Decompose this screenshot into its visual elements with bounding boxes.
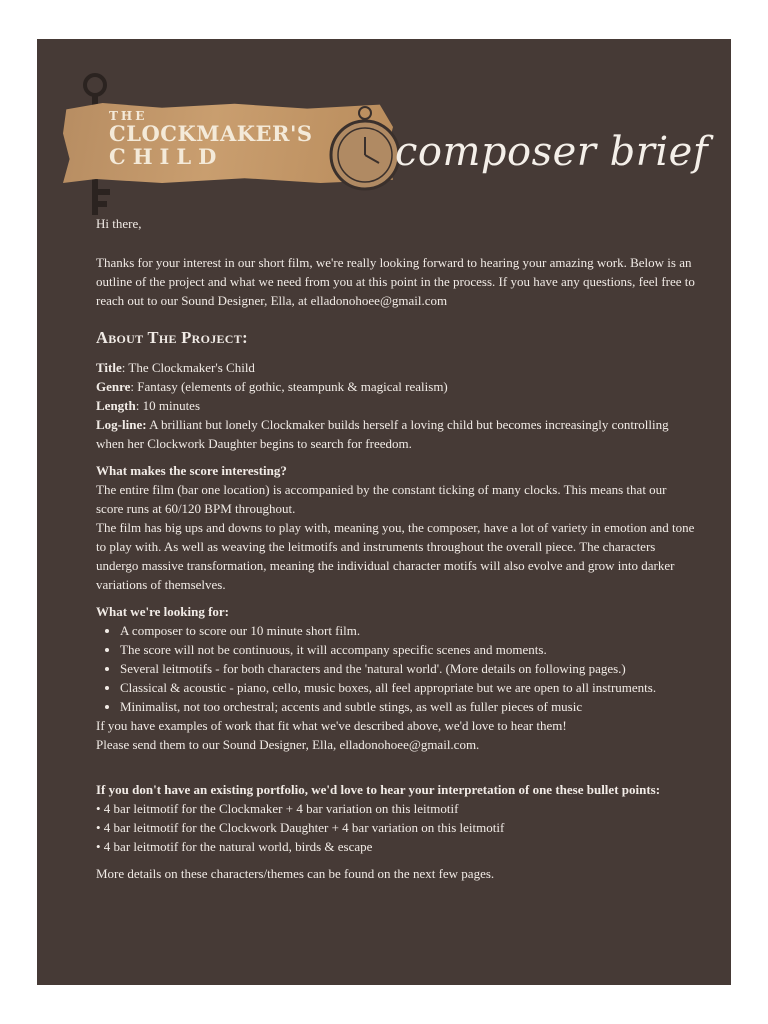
looking-for-list (96, 621, 696, 716)
list-item: • The score will not be continuous, it will accompany specific scenes and moments. (120, 640, 696, 659)
title-label: Title (96, 360, 122, 375)
title-child: CHILD (109, 144, 224, 169)
length-value: : 10 minutes (135, 398, 201, 413)
score-interesting-p1: The entire film (bar one location) is accompanied by the constant ticking of many clocks. This means that our score runs at 60/120 BPM throughout. (96, 482, 667, 516)
title-main: CLOCKMAKER'S (109, 121, 313, 146)
portfolio-item: • 4 bar leitmotif for the Clockmaker + 4 bar variation on this leitmotif (96, 801, 459, 816)
portfolio-item: • 4 bar leitmotif for the Clockwork Daughter + 4 bar variation on this leitmotif (96, 820, 505, 835)
examples-line-2: Please send them to our Sound Designer, Ella, elladonohoee@gmail.com. (96, 737, 480, 752)
brief-page (37, 39, 731, 985)
portfolio-item: • 4 bar leitmotif for the natural world, birds & escape (96, 839, 373, 854)
list-item: • Several leitmotifs - for both characters and the 'natural world'. (More details on following pages.) (120, 659, 696, 678)
genre-label: Genre (96, 379, 131, 394)
list-item: • A composer to score our 10 minute short film. (120, 621, 696, 640)
portfolio-heading: If you don't have an existing portfolio, we'd love to hear your interpretation of one these bullet points: (96, 782, 661, 797)
score-interesting-p2: The film has big ups and downs to play with, meaning you, the composer, have a lot of variety in emotion and tone to play with. As well as weaving the leitmotifs and instruments throughout the overall piece. The characters undergo massive transformation, meaning the individual character motifs will also evolve and grow into darker variations of themselves. (96, 520, 695, 592)
intro-paragraph: Thanks for your interest in our short film, we're really looking forward to hearing your amazing work. Below is an outline of the project and what we need from you at this point in the process. If you have any questions, feel free to reach out to our Sound Designer, Ella, at elladonohoee@gmail.com (96, 255, 695, 308)
greeting: Hi there, (96, 216, 142, 231)
header-banner (63, 71, 723, 221)
project-facts (96, 358, 696, 453)
score-interesting-section (96, 461, 696, 594)
pocket-watch-icon (325, 103, 405, 193)
title-the: THE (109, 109, 148, 123)
looking-for-heading: What we're looking for: (96, 604, 229, 619)
list-item: • Minimalist, not too orchestral; accents and subtle stings, as well as fuller pieces of music (120, 697, 696, 716)
length-label: Length (96, 398, 136, 413)
list-item: • Classical & acoustic - piano, cello, music boxes, all feel appropriate but we are open to all instruments. (120, 678, 696, 697)
score-interesting-heading: What makes the score interesting? (96, 463, 287, 478)
portfolio-section (96, 780, 696, 856)
logline-value: A brilliant but lonely Clockmaker builds herself a loving child but becomes increasingly controlling when her Clockwork Daughter begins to search for freedom. (96, 417, 669, 451)
genre-value: : Fantasy (elements of gothic, steampunk & magical realism) (130, 379, 448, 394)
brief-content (96, 214, 696, 883)
examples-line-1: If you have examples of work that fit what we've described above, we'd love to hear them! (96, 718, 567, 733)
logline-label: Log-line: (96, 417, 147, 432)
looking-for-section (96, 602, 696, 754)
composer-brief-heading: composer brief (395, 129, 709, 175)
about-heading: About The Project: (96, 328, 248, 347)
footer-note: More details on these characters/themes can be found on the next few pages. (96, 866, 495, 881)
title-value: : The Clockmaker's Child (121, 360, 255, 375)
